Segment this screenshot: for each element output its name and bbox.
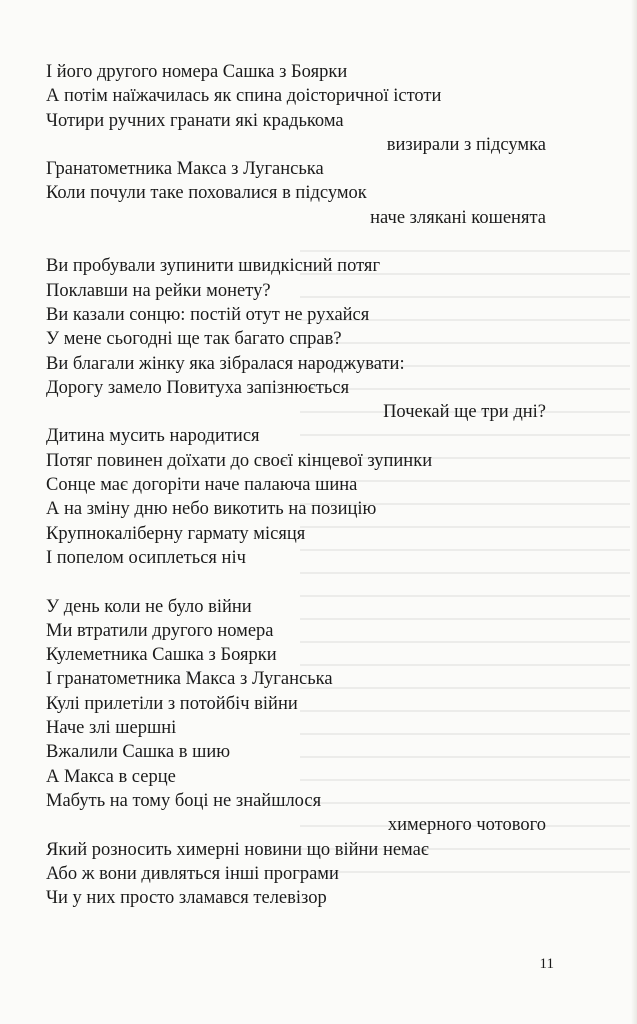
poem-line: А на зміну дню небо викотить на позицію [46,499,377,520]
stanza [46,60,546,230]
poem-line: наче злякані кошенята [370,207,546,228]
poem-line: У мене сьогодні ще так багато справ? [46,329,342,350]
poem-line: Або ж вони дивляться інші програми [46,863,339,884]
poem-line: химерного чотового [387,815,546,836]
poem-line: Дитина мусить народитися [46,426,260,447]
poem-line: Дорогу замело Повитуха запізнюється [46,377,350,398]
poem-line: визирали з підсумка [386,134,546,155]
page-edge-shadow [631,0,637,1024]
poem-line: Поклавши на рейки монету? [46,280,271,301]
poem-line: І його другого номера Сашка з Боярки [46,62,348,82]
poem-line: Ви благали жінку яка зібралася народжувати: [46,353,405,374]
poem-line: І гранатометника Макса з Луганська [46,669,333,690]
poem-line: Ви пробували зупинити швидкісний потяг [46,256,381,277]
poem-line: Мабуть на тому боці не знайшлося [46,790,322,811]
poem-line: Коли почули таке поховалися в підсумок [46,183,367,204]
poem-line: А Макса в серце [46,766,176,787]
poem-line: Потяг повинен доїхати до своєї кінцевої зупинки [46,450,433,471]
poem-line: Почекай ще три дні? [383,402,546,423]
poem-line: Ви казали сонцю: постій отут не рухайся [46,304,370,325]
page-number: 11 [539,956,554,972]
poem-line: Крупнокаліберну гармату місяця [46,523,306,544]
poem-line: І попелом осиплеться ніч [46,547,246,568]
poem-line: Гранатометника Макса з Луганська [46,159,324,180]
poem-line: Ми втратили другого номера [46,620,274,641]
poem-line: А потім наїжачилась як спина доісторичної істоти [46,86,442,107]
poem-line: У день коли не було війни [46,596,252,617]
poem-line: Який розносить химерні новини що війни немає [46,839,429,860]
poem-line: Кулеметника Сашка з Боярки [46,645,277,666]
stanza-gap [46,570,546,594]
poem-line: Чотири ручних гранати які крадькома [46,110,344,131]
poem-line: Чи у них просто зламався телевізор [46,888,327,909]
poem-body [46,60,546,910]
poem-line: Сонце має догоріти наче палаюча шина [46,475,358,496]
stanza [46,254,546,570]
poem-line: Вжалили Сашка в шию [46,742,231,763]
stanza-gap [46,230,546,254]
stanza [46,595,546,911]
poem-line: Кулі прилетіли з потойбіч війни [46,693,298,714]
poem-line: Наче злі шершні [46,718,177,739]
